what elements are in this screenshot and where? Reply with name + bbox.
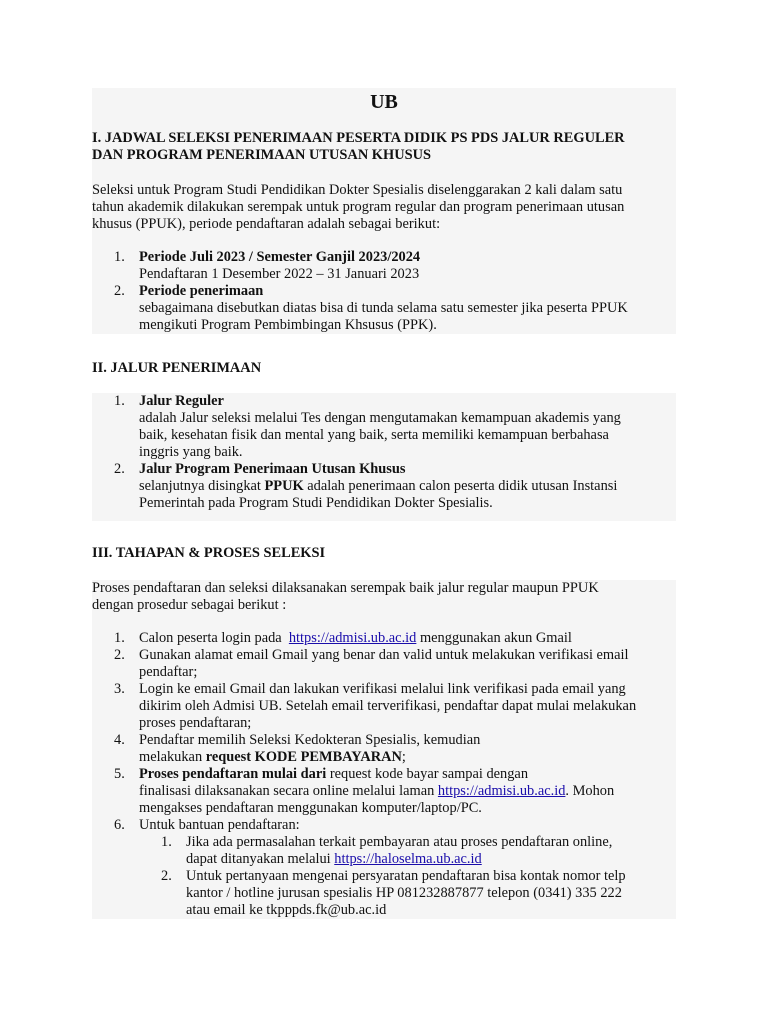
sub-step-1: 1. Jika ada permasalahan terkait pembayaran atau proses pendaftaran online, dapat ditanyakan melalui https://haloselma.ub.ac.id <box>161 834 613 867</box>
step-6-sublist <box>139 834 676 919</box>
step-3: 3. Login ke email Gmail dan lakukan verifikasi melalui link verifikasi pada email yang dikirim oleh Admisi UB. Setelah email terverifikasi, pendaftar dapat mulai melakukan proses pendaftaran; <box>114 681 637 731</box>
section1-intro: Seleksi untuk Program Studi Pendidikan Dokter Spesialis diselenggarakan 2 kali dalam satu tahun akademik dilakukan serempak untuk program regular dan program penerimaan utusan khusus (PPUK), periode pendaftaran adalah sebagai berikut: <box>92 182 625 232</box>
list-item: 1. Periode Juli 2023 / Semester Ganjil 2023/2024 Pendaftaran 1 Desember 2022 – 31 Januari 2023 <box>114 249 421 282</box>
list-item: 2. Jalur Program Penerimaan Utusan Khusus selanjutnya disingkat PPUK adalah penerimaan calon peserta didik utusan Instansi Pemerintah pada Program Studi Pendidikan Dokter Spesialis. <box>114 461 618 511</box>
admisi-link-2[interactable]: https://admisi.ub.ac.id <box>437 783 566 799</box>
sub-step-2: 2. Untuk pertanyaan mengenai persyaratan pendaftaran bisa kontak nomor telp kantor / hotline jurusan spesialis HP 081232887877 telepon (0341) 335 222 atau email ke tkpppds.fk@ub.ac.id <box>161 868 626 918</box>
step-4: 4. Pendaftar memilih Seleksi Kedokteran Spesialis, kemudian melakukan request KODE PEMBAYARAN; <box>114 732 481 765</box>
section3-steps <box>92 630 676 919</box>
section1-heading: I. JADWAL SELEKSI PENERIMAAN PESERTA DIDIK PS PDS JALUR REGULER DAN PROGRAM PENERIMAAN UTUSAN KHUSUS <box>92 130 625 163</box>
step-1: 1. Calon peserta login pada https://admisi.ub.ac.id menggunakan akun Gmail <box>114 630 572 646</box>
list-item: 2. Periode penerimaan sebagaimana disebutkan diatas bisa di tunda selama satu semester jika peserta PPUK mengikuti Program Pembimbingan Khsusus (PPK). <box>114 283 628 333</box>
admisi-link[interactable]: https://admisi.ub.ac.id <box>288 630 417 646</box>
step-5: 5. Proses pendaftaran mulai dari request kode bayar sampai dengan finalisasi dilaksanakan secara online melalui laman https://admisi.ub.ac.id. Mohon mengakses pendaftaran menggunakan komputer/laptop/PC. <box>114 766 615 816</box>
section2-heading: II. JALUR PENERIMAAN <box>92 360 262 376</box>
section2-list <box>92 393 676 512</box>
step-2: 2. Gunakan alamat email Gmail yang benar dan valid untuk melakukan verifikasi email pendaftar; <box>114 647 629 680</box>
step-6: 6. Untuk bantuan pendaftaran: 1. Jika ada permasalahan terkait pembayaran atau proses pendaftaran online, dapat ditanyakan melalui https://haloselma.ub.ac.id 2. Untuk pertanyaan mengenai persyaratan pendaftaran bisa kontak nomor telp kantor / hotline jurusan spesialis HP 081232887877 telepon (0341) 335 222 atau email ke tkpppds.fk@ub.ac.id <box>92 817 676 919</box>
section3-heading: III. TAHAPAN & PROSES SELEKSI <box>92 545 326 561</box>
section3-intro: Proses pendaftaran dan seleksi dilaksanakan serempak baik jalur regular maupun PPUK dengan prosedur sebagai berikut : <box>92 580 599 613</box>
document-content <box>92 88 676 919</box>
doc-title: UB <box>370 91 398 113</box>
haloselma-link[interactable]: https://haloselma.ub.ac.id <box>334 851 482 867</box>
list-item: 1. Jalur Reguler adalah Jalur seleksi melalui Tes dengan mengutamakan kemampuan akademis yang baik, kesehatan fisik dan mental yang baik, serta memiliki kemampuan berbahasa inggris yang baik. <box>114 393 621 460</box>
section1-list <box>92 249 676 334</box>
